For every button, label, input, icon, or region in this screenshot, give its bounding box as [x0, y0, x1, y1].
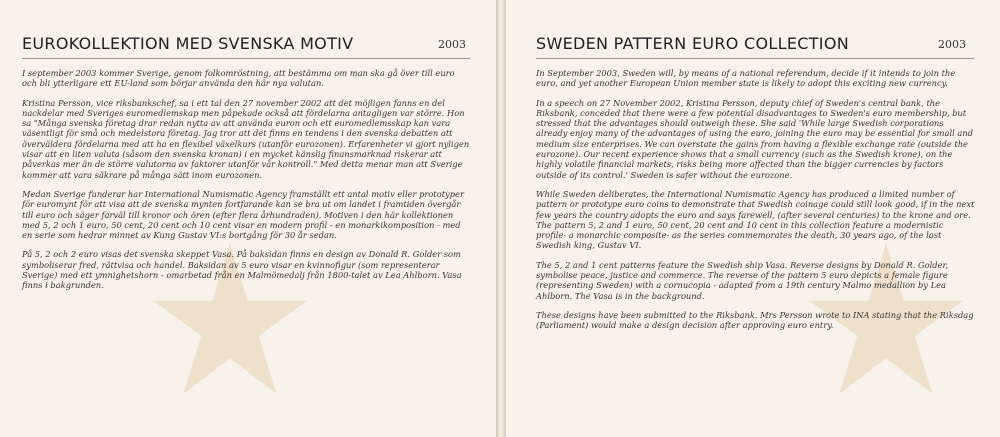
divider — [22, 58, 470, 59]
body-text — [536, 68, 976, 340]
paragraph: I september 2003 kommer Sverige, genom folkomröstning, att bestämma om man ska gå över till euro och bli ytterligare ett EU-land som börjar använda den här nya valutan. — [22, 68, 455, 89]
paragraph: Medan Sverige funderar har International Numismatic Agency framställt ett antal motiv eller prototyper för euromynt för att visa att de svenska mynten fortfarande kan se bra ut om landet i framtiden övergår till euro och säger farväl till kronor och ören (efter flera århundraden). Motiven i den här kollektionen med 5, 2 och 1 euro, 50 cent, 20 cent och 10 cent visar en modern profil - en monarkikomposition - med en serie som hedrar minnet av Kung Gustav VI:s bortgång för 30 år sedan. — [22, 188, 464, 241]
page-title: EUROKOLLEKTION MED SVENSKA MOTIV — [22, 34, 354, 53]
book-gutter — [496, 0, 506, 437]
page-year: 2003 — [938, 38, 966, 51]
paragraph: These designs have been submitted to the Riksbank. Mrs Persson wrote to INA stating that the Riksdag (Parliament) would make a design decision after approving euro entry. — [536, 309, 974, 331]
paragraph: In a speech on 27 November 2002, Kristina Persson, deputy chief of Sweden's central bank, the Riksbank, conceded that there were a few potential disadvantages to Sweden's euro membership, but stressed that the advantages should outweigh these. She said 'While large Swedish corporations already enjoy many of the advantages of using the euro, joining the euro may be essential for small and medium size enterprises. We can overstate the gains from having a flexible exchange rate (outside the eurozone). Our recent experience shows that a small currency (such as the Swedish krone), on the highly volatile financial markets, risks being more affected than the bigger currencies by factors outside of its control.' Sweden is safer without the eurozone. — [536, 97, 973, 180]
paragraph: While Sweden deliberates, the International Numismatic Agency has produced a limited number of pattern or prototype euro coins to demonstrate that Swedish coinage could still look good, if in the next few years the country adopts the euro and says farewell, (after several centuries) to the krone and ore. The pattern 5, 2 and 1 euro, 50 cent, 20 cent and 10 cent in this collection feature a modernistic profile- a monarchic composite- as the series commemorates the death, 30 years ago, of the last Swedish king, Gustav VI. — [536, 188, 975, 251]
page-title: SWEDEN PATTERN EURO COLLECTION — [536, 34, 849, 53]
page-year: 2003 — [438, 38, 466, 51]
paragraph: The 5, 2 and 1 cent patterns feature the Swedish ship Vasa. Reverse designs by Donald R. Golder, symbolise peace, justice and commerce. The reverse of the pattern 5 euro depicts a female figure (representing Sweden) with a cornucopia - adapted from a 19th century Malmo medallion by Lea Ahlborn. The Vasa is in the background. — [536, 259, 949, 301]
paragraph: Kristina Persson, vice riksbankschef, sa i ett tal den 27 november 2002 att det möjligen fanns en del nackdelar med Sveriges euromedlemskap men påpekade också att fördelarna antagligen var större. Hon sa "Många svenska företag drar redan nytta av att använda euron och ett euromedlemsskap kan vara väsentligt för små och medelstora företag. Jag tror att det finns en tendens i den svenska debatten att överväldera fördelarna med att ha en flexibel växelkurs (utanför eurozonen). Erfarenheter vi gjort nyligen visar att en liten valuta (såsom den svenska kronan) i en mycket känslig finansmarknad riskerar att påverkas mer än de större valutorna av faktorer utanför vår kontroll." Med detta menar man att Sverige kommer att vara säkrare på många sätt inom eurozonen. — [22, 97, 470, 180]
left-page — [0, 0, 496, 437]
body-text — [22, 68, 472, 300]
paragraph: In September 2003, Sweden will, by means of a national referendum, decide if it intends to join the euro, and yet another European Union member state is likely to adopt this exciting new currency. — [536, 68, 956, 89]
divider — [536, 58, 974, 59]
right-page — [506, 0, 1000, 437]
paragraph: På 5, 2 och 2 euro visas det svenska skeppet Vasa. På baksidan finns en design av Donald R. Golder som symboliserar fred, rättvisa och handel. Baksidan av 5 euro visar en kvinnofigur (som representerar Sverige) med ett ymnighetshorn - omarbetad från en Malmömedalj från 1800-talet av Lea Ahlborn. Vasa finns i bakgrunden. — [22, 249, 462, 291]
